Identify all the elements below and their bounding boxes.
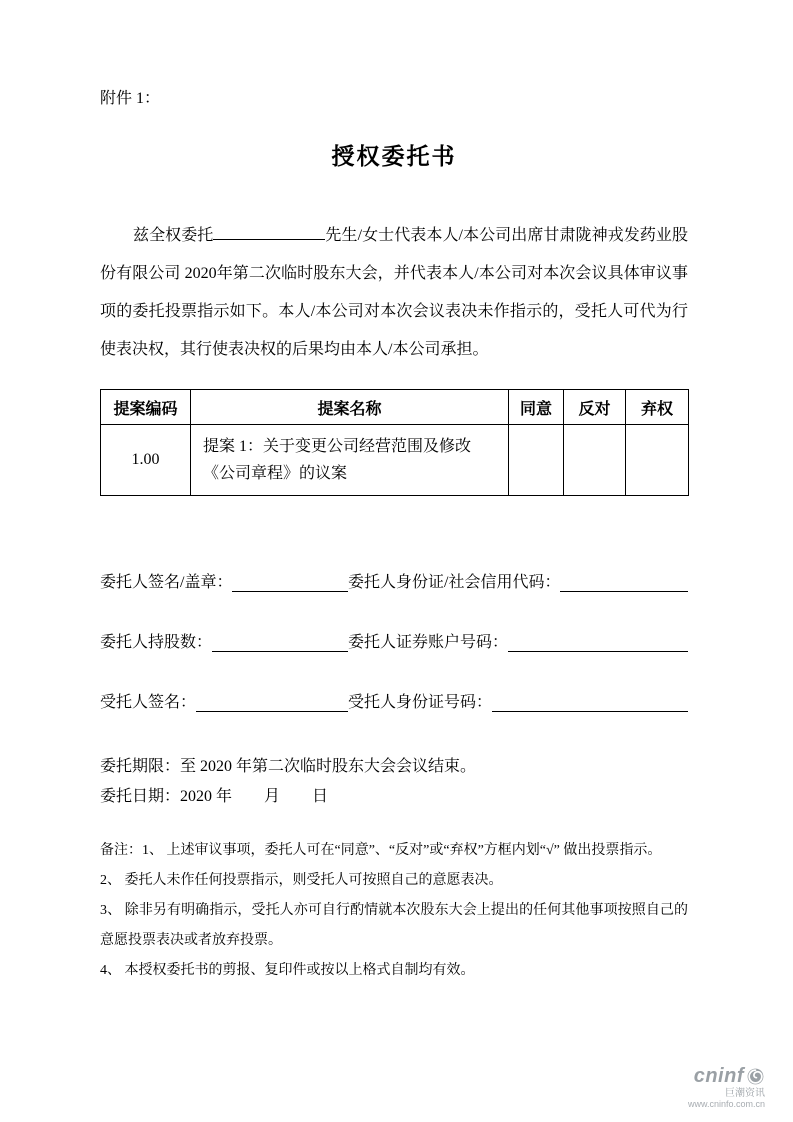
cninfo-swirl-icon — [746, 1067, 765, 1086]
principal-signature-label: 委托人签名/盖章： — [100, 574, 233, 591]
header-against: 反对 — [564, 390, 626, 425]
principal-shares-label: 委托人持股数： — [100, 634, 213, 651]
field-segment — [100, 692, 348, 714]
note-item-2: 2、 委托人未作任何投票指示，则受托人可按照自己的意愿表决。 — [100, 873, 503, 888]
table-header-row — [101, 390, 689, 425]
trustee-name-blank — [213, 224, 325, 240]
cninfo-logo — [688, 1065, 765, 1110]
principal-shares-blank — [212, 636, 348, 652]
header-abstain: 弃权 — [626, 390, 689, 425]
cninfo-logo-row — [688, 1065, 765, 1087]
field-segment — [100, 572, 348, 594]
field-segment — [348, 692, 688, 714]
signature-block — [100, 572, 688, 714]
cell-against-checkbox — [564, 425, 626, 496]
signature-row-principal-shares — [100, 632, 688, 654]
field-segment — [348, 632, 688, 654]
cninfo-brand-text: cninf — [693, 1065, 744, 1088]
cell-proposal-code: 1.00 — [101, 425, 191, 496]
note-item-3: 3、 除非另有明确指示，受托人亦可自行酌情就本次股东大会上提出的任何其他事项按照自己的意愿投票表决或者放弃投票。 — [100, 903, 688, 948]
field-segment — [348, 572, 688, 594]
trustee-id-blank — [492, 696, 688, 712]
attachment-label: 附件 1： — [100, 90, 161, 107]
entrust-period-line: 委托期限：至 2020 年第二次临时股东大会会议结束。 — [100, 758, 477, 775]
cninfo-subtitle: 巨潮资讯 — [725, 1088, 765, 1100]
notes-section — [100, 836, 688, 986]
entrust-date-line: 委托日期：2020 年 月 日 — [100, 788, 329, 805]
cninfo-url: www.cninfo.com.cn — [687, 1099, 765, 1110]
signature-row-trustee — [100, 692, 688, 714]
proposal-table — [100, 389, 689, 496]
cell-agree-checkbox — [509, 425, 564, 496]
signature-row-principal-name — [100, 572, 688, 594]
principal-id-label: 委托人身份证/社会信用代码： — [348, 574, 561, 591]
document-title: 授权委托书 — [331, 144, 457, 169]
cell-proposal-name: 提案 1：关于变更公司经营范围及修改《公司章程》的议案 — [191, 425, 509, 496]
cell-abstain-checkbox — [626, 425, 689, 496]
header-proposal-code: 提案编码 — [101, 390, 191, 425]
principal-account-label: 委托人证券账户号码： — [348, 634, 509, 651]
document-content — [100, 0, 688, 986]
note-item-4: 4、 本授权委托书的剪报、复印件或按以上格式自制均有效。 — [100, 963, 475, 978]
trustee-id-label: 受托人身份证号码： — [348, 694, 493, 711]
body-text-prefix: 兹全权委托 — [133, 227, 214, 244]
header-proposal-name: 提案名称 — [191, 390, 509, 425]
trustee-signature-label: 受托人签名： — [100, 694, 197, 711]
principal-id-blank — [560, 576, 688, 592]
body-paragraph — [100, 217, 688, 369]
header-agree: 同意 — [509, 390, 564, 425]
trustee-signature-blank — [196, 696, 348, 712]
field-segment — [100, 632, 348, 654]
note-item-1: 备注：1、 上述审议事项，委托人可在“同意”、“反对”或“弃权”方框内划“√” 做出投票指示。 — [100, 843, 662, 858]
table-row — [101, 425, 689, 496]
principal-account-blank — [508, 636, 688, 652]
principal-signature-blank — [232, 576, 348, 592]
body-text-rest: 先生/女士代表本人/本公司出席甘肃陇神戎发药业股份有限公司 2020年第二次临时股东大会，并代表本人/本公司对本次会议具体审议事项的委托投票指示如下。本人/本公司对本次会议表决未作指示的，受托人可代为行使表决权，其行使表决权的后果均由本人/本公司承担。 — [100, 227, 688, 358]
